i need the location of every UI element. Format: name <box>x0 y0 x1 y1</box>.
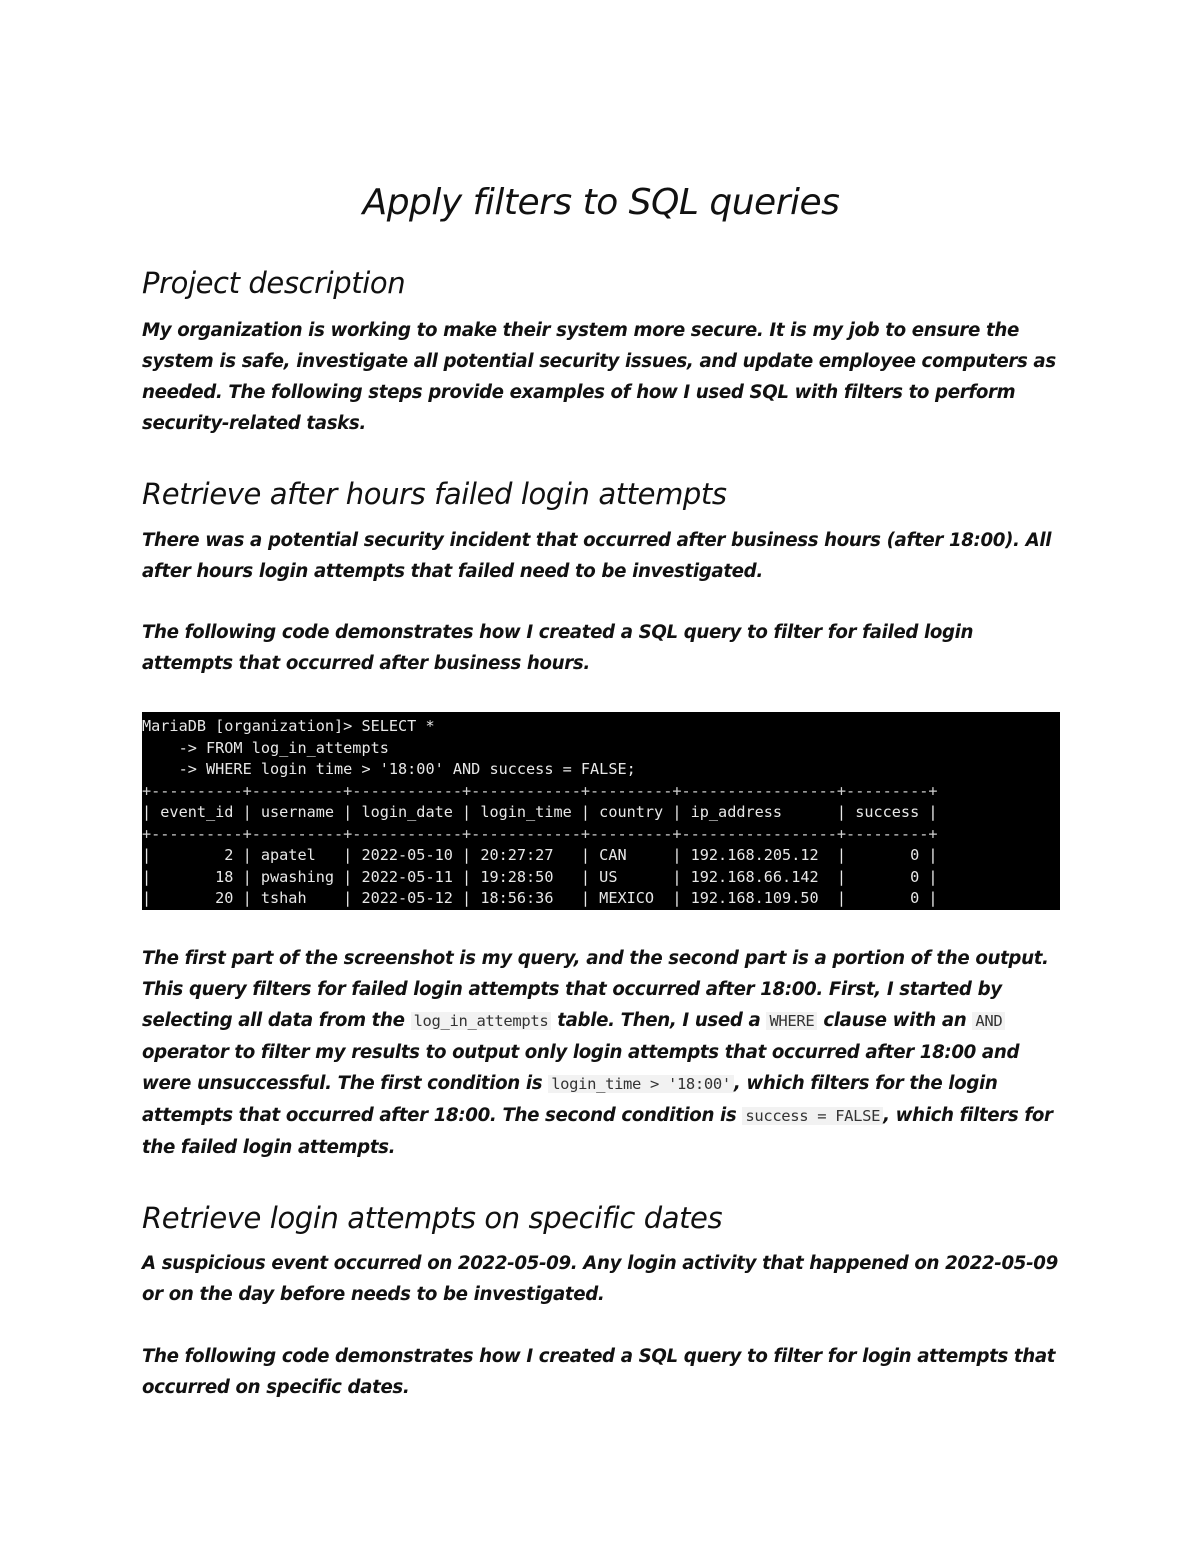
result-table-border: +----------+----------+------------+------------+---------+-----------------+---------+ <box>142 824 938 843</box>
explanation-text-run: operator to filter my results to output only login attempts that occurred after 18:00 and were unsuccessful. The first condition is <box>142 1042 1020 1094</box>
after-hours-explanation-text <box>142 943 1060 1163</box>
specific-dates-code-intro-text: The following code demonstrates how I created a SQL query to filter for login attempts that occurred on specific dates. <box>142 1346 1056 1398</box>
sql-query-block <box>142 712 1060 781</box>
inline-code-table-name: log_in_attempts <box>411 1012 552 1030</box>
result-table-header: | event_id | username | login_date | login_time | country | ip_address | success | <box>142 803 938 821</box>
after-hours-intro-text: There was a potential security incident that occurred after business hours (after 18:00). All after hours login attempts that failed need to be investigated. <box>142 530 1052 582</box>
result-table-row: | 2 | apatel | 2022-05-10 | 20:27:27 | CAN | 192.168.205.12 | 0 | <box>142 846 938 864</box>
inline-code-and: AND <box>972 1012 1005 1030</box>
explanation-text-run: The first part of the screenshot is my query, and the second part is a portion of the output. This query filters for failed login attempts that occurred after 18:00. First, I started by selecting all data from the <box>142 948 1049 1031</box>
specific-dates-intro-text: A suspicious event occurred on 2022-05-09. Any login activity that happened on 2022-05-09 or on the day before needs to be investigated. <box>142 1253 1058 1305</box>
page-title: Apply filters to SQL queries <box>362 182 840 223</box>
inline-code-where: WHERE <box>766 1012 817 1030</box>
sql-query-line: -> WHERE login time > '18:00' AND success = FALSE; <box>142 760 636 778</box>
result-table-row: | 20 | tshah | 2022-05-12 | 18:56:36 | MEXICO | 192.168.109.50 | 0 | <box>142 889 938 907</box>
explanation-text-run: , which filters for the login attempts that occurred after 18:00. The second condition is <box>142 1073 998 1126</box>
project-description-text: My organization is working to make their system more secure. It is my job to ensure the system is safe, investigate all potential security issues, and update employee computers as needed. The following steps provide examples of how I used SQL with filters to perform security-related tasks. <box>142 320 1056 434</box>
inline-code-success-condition: success = FALSE <box>742 1107 883 1125</box>
section-heading-after-hours: Retrieve after hours failed login attempts <box>142 477 727 511</box>
explanation-text-run: table. Then, I used a <box>551 1010 767 1031</box>
section-heading-specific-dates: Retrieve login attempts on specific dates <box>142 1201 723 1235</box>
result-table-row: | 18 | pwashing | 2022-05-11 | 19:28:50 | US | 192.168.66.142 | 0 | <box>142 867 938 886</box>
inline-code-login-time-condition: login_time > '18:00' <box>548 1075 734 1093</box>
explanation-text-run: clause with an <box>817 1010 973 1031</box>
sql-terminal-screenshot <box>142 712 1060 910</box>
sql-query-line: -> FROM log_in_attempts <box>142 738 389 757</box>
explanation-text-run: , which filters for the failed login attempts. <box>142 1105 1053 1158</box>
after-hours-code-intro-text: The following code demonstrates how I created a SQL query to filter for failed login attempts that occurred after business hours. <box>142 622 974 674</box>
sql-query-line: MariaDB [organization]> SELECT * <box>142 717 435 735</box>
section-heading-project-description: Project description <box>142 266 406 300</box>
result-table-border: +----------+----------+------------+------------+---------+-----------------+---------+ <box>142 781 938 800</box>
